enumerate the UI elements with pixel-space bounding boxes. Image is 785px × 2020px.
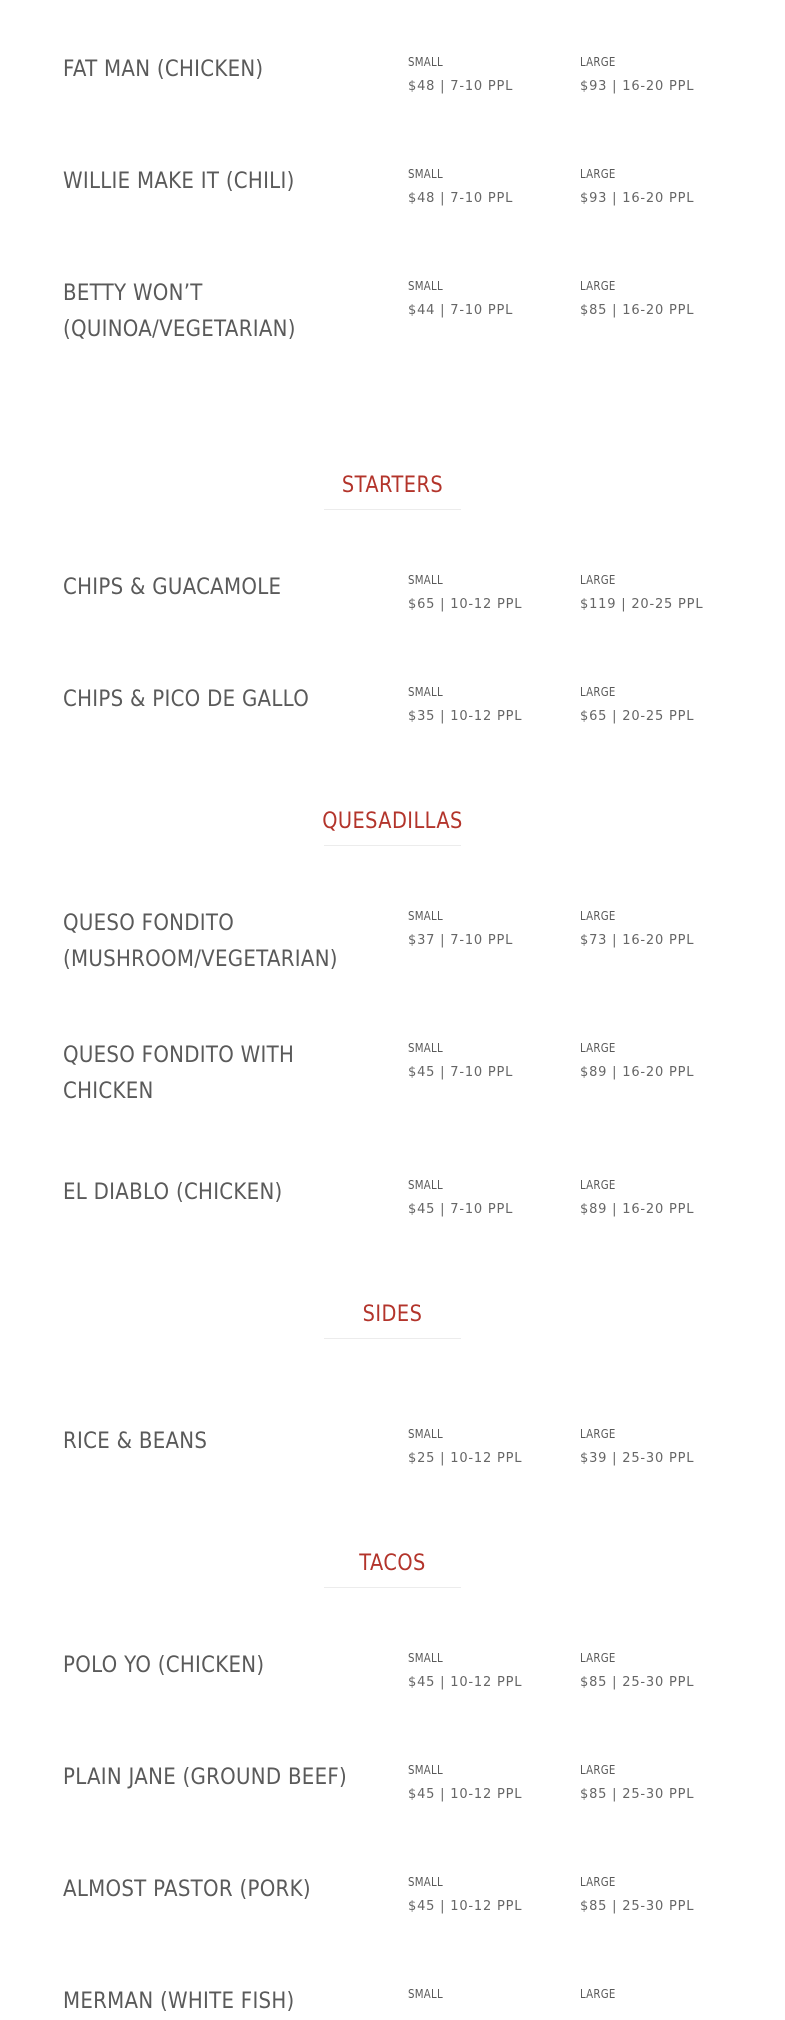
size-label-small: SMALL xyxy=(408,1427,443,1441)
large-price: $85 | 25-30 PPL xyxy=(580,1675,695,1690)
item-name: MERMAN (WHITE FISH) xyxy=(63,1989,295,2014)
item-name: BETTY WON’T (QUINOA/VEGETARIAN) xyxy=(63,281,296,342)
small-price: $45 | 10-12 PPL xyxy=(408,1899,523,1914)
item-name: QUESO FONDITO WITH CHICKEN xyxy=(63,1043,295,1104)
size-label-small: SMALL xyxy=(408,1875,443,1889)
large-price: $119 | 20-25 PPL xyxy=(580,597,704,612)
size-label-large: LARGE xyxy=(580,279,616,293)
large-price-column xyxy=(580,1874,694,1916)
small-price: $65 | 10-12 PPL xyxy=(408,597,523,612)
item-name: PLAIN JANE (GROUND BEEF) xyxy=(63,1765,348,1790)
section-title-tacos: TACOS xyxy=(359,1551,426,1576)
large-price-column xyxy=(580,1762,694,1804)
size-label-small: SMALL xyxy=(408,573,443,587)
large-price: $65 | 20-25 PPL xyxy=(580,709,695,724)
size-label-small: SMALL xyxy=(408,909,443,923)
item-name: QUESO FONDITO (MUSHROOM/VEGETARIAN) xyxy=(63,911,338,972)
size-label-small: SMALL xyxy=(408,279,443,293)
small-price-column xyxy=(408,166,513,208)
large-price-column xyxy=(580,1986,622,2010)
size-label-small: SMALL xyxy=(408,1763,443,1777)
size-label-large: LARGE xyxy=(580,1875,616,1889)
large-price-column xyxy=(580,1650,694,1692)
large-price-column xyxy=(580,684,694,726)
size-label-large: LARGE xyxy=(580,1763,616,1777)
size-label-small: SMALL xyxy=(408,1178,443,1192)
small-price-column xyxy=(408,1426,522,1468)
size-label-large: LARGE xyxy=(580,55,616,69)
size-label-small: SMALL xyxy=(408,1651,443,1665)
size-label-small: SMALL xyxy=(408,55,443,69)
section-divider xyxy=(324,845,461,846)
item-name: FAT MAN (CHICKEN) xyxy=(63,57,264,82)
item-name: RICE & BEANS xyxy=(63,1429,208,1454)
size-label-large: LARGE xyxy=(580,167,616,181)
section-divider xyxy=(324,1338,461,1339)
large-price-column xyxy=(580,54,694,96)
small-price-column xyxy=(408,1177,513,1219)
large-price-column xyxy=(580,572,703,614)
small-price: $44 | 7-10 PPL xyxy=(408,303,514,318)
large-price-column xyxy=(580,278,694,320)
small-price: $37 | 7-10 PPL xyxy=(408,933,514,948)
item-name: CHIPS & GUACAMOLE xyxy=(63,575,282,600)
small-price: $25 | 10-12 PPL xyxy=(408,1451,523,1466)
large-price: $39 | 25-30 PPL xyxy=(580,1451,695,1466)
small-price: $45 | 10-12 PPL xyxy=(408,1675,523,1690)
size-label-large: LARGE xyxy=(580,1178,616,1192)
large-price: $85 | 25-30 PPL xyxy=(580,1787,695,1802)
size-label-large: LARGE xyxy=(580,685,616,699)
large-price: $93 | 16-20 PPL xyxy=(580,191,695,206)
size-label-large: LARGE xyxy=(580,1651,616,1665)
item-name: ALMOST PASTOR (PORK) xyxy=(63,1877,311,1902)
small-price-column xyxy=(408,278,513,320)
small-price-column xyxy=(408,1986,449,2010)
small-price-column xyxy=(408,1762,522,1804)
large-price-column xyxy=(580,908,694,950)
size-label-large: LARGE xyxy=(580,909,616,923)
size-label-small: SMALL xyxy=(408,1987,443,2001)
size-label-large: LARGE xyxy=(580,573,616,587)
section-divider xyxy=(324,509,461,510)
small-price: $35 | 10-12 PPL xyxy=(408,709,523,724)
size-label-large: LARGE xyxy=(580,1427,616,1441)
section-title-sides: SIDES xyxy=(362,1302,423,1327)
small-price: $45 | 10-12 PPL xyxy=(408,1787,523,1802)
large-price: $89 | 16-20 PPL xyxy=(580,1065,695,1080)
large-price-column xyxy=(580,166,694,208)
item-name: POLO YO (CHICKEN) xyxy=(63,1653,265,1678)
small-price-column xyxy=(408,908,513,950)
large-price-column xyxy=(580,1426,694,1468)
small-price-column xyxy=(408,1650,522,1692)
size-label-small: SMALL xyxy=(408,1041,443,1055)
size-label-large: LARGE xyxy=(580,1041,616,1055)
small-price: $48 | 7-10 PPL xyxy=(408,79,514,94)
item-name: WILLIE MAKE IT (CHILI) xyxy=(63,169,295,194)
small-price-column xyxy=(408,54,513,96)
large-price: $73 | 16-20 PPL xyxy=(580,933,695,948)
large-price: $89 | 16-20 PPL xyxy=(580,1202,695,1217)
section-title-starters: STARTERS xyxy=(341,473,444,498)
size-label-small: SMALL xyxy=(408,167,443,181)
large-price: $93 | 16-20 PPL xyxy=(580,79,695,94)
item-name: CHIPS & PICO DE GALLO xyxy=(63,687,310,712)
small-price-column xyxy=(408,1874,522,1916)
small-price: $45 | 7-10 PPL xyxy=(408,1065,514,1080)
size-label-large: LARGE xyxy=(580,1987,616,2001)
section-divider xyxy=(324,1587,461,1588)
large-price-column xyxy=(580,1177,694,1219)
small-price-column xyxy=(408,572,522,614)
large-price: $85 | 25-30 PPL xyxy=(580,1899,695,1914)
large-price: $85 | 16-20 PPL xyxy=(580,303,695,318)
large-price-column xyxy=(580,1040,694,1082)
small-price-column xyxy=(408,684,522,726)
small-price: $48 | 7-10 PPL xyxy=(408,191,514,206)
small-price-column xyxy=(408,1040,513,1082)
small-price: $45 | 7-10 PPL xyxy=(408,1202,514,1217)
size-label-small: SMALL xyxy=(408,685,443,699)
item-name: EL DIABLO (CHICKEN) xyxy=(63,1180,283,1205)
section-title-quesadillas: QUESADILLAS xyxy=(322,809,463,834)
